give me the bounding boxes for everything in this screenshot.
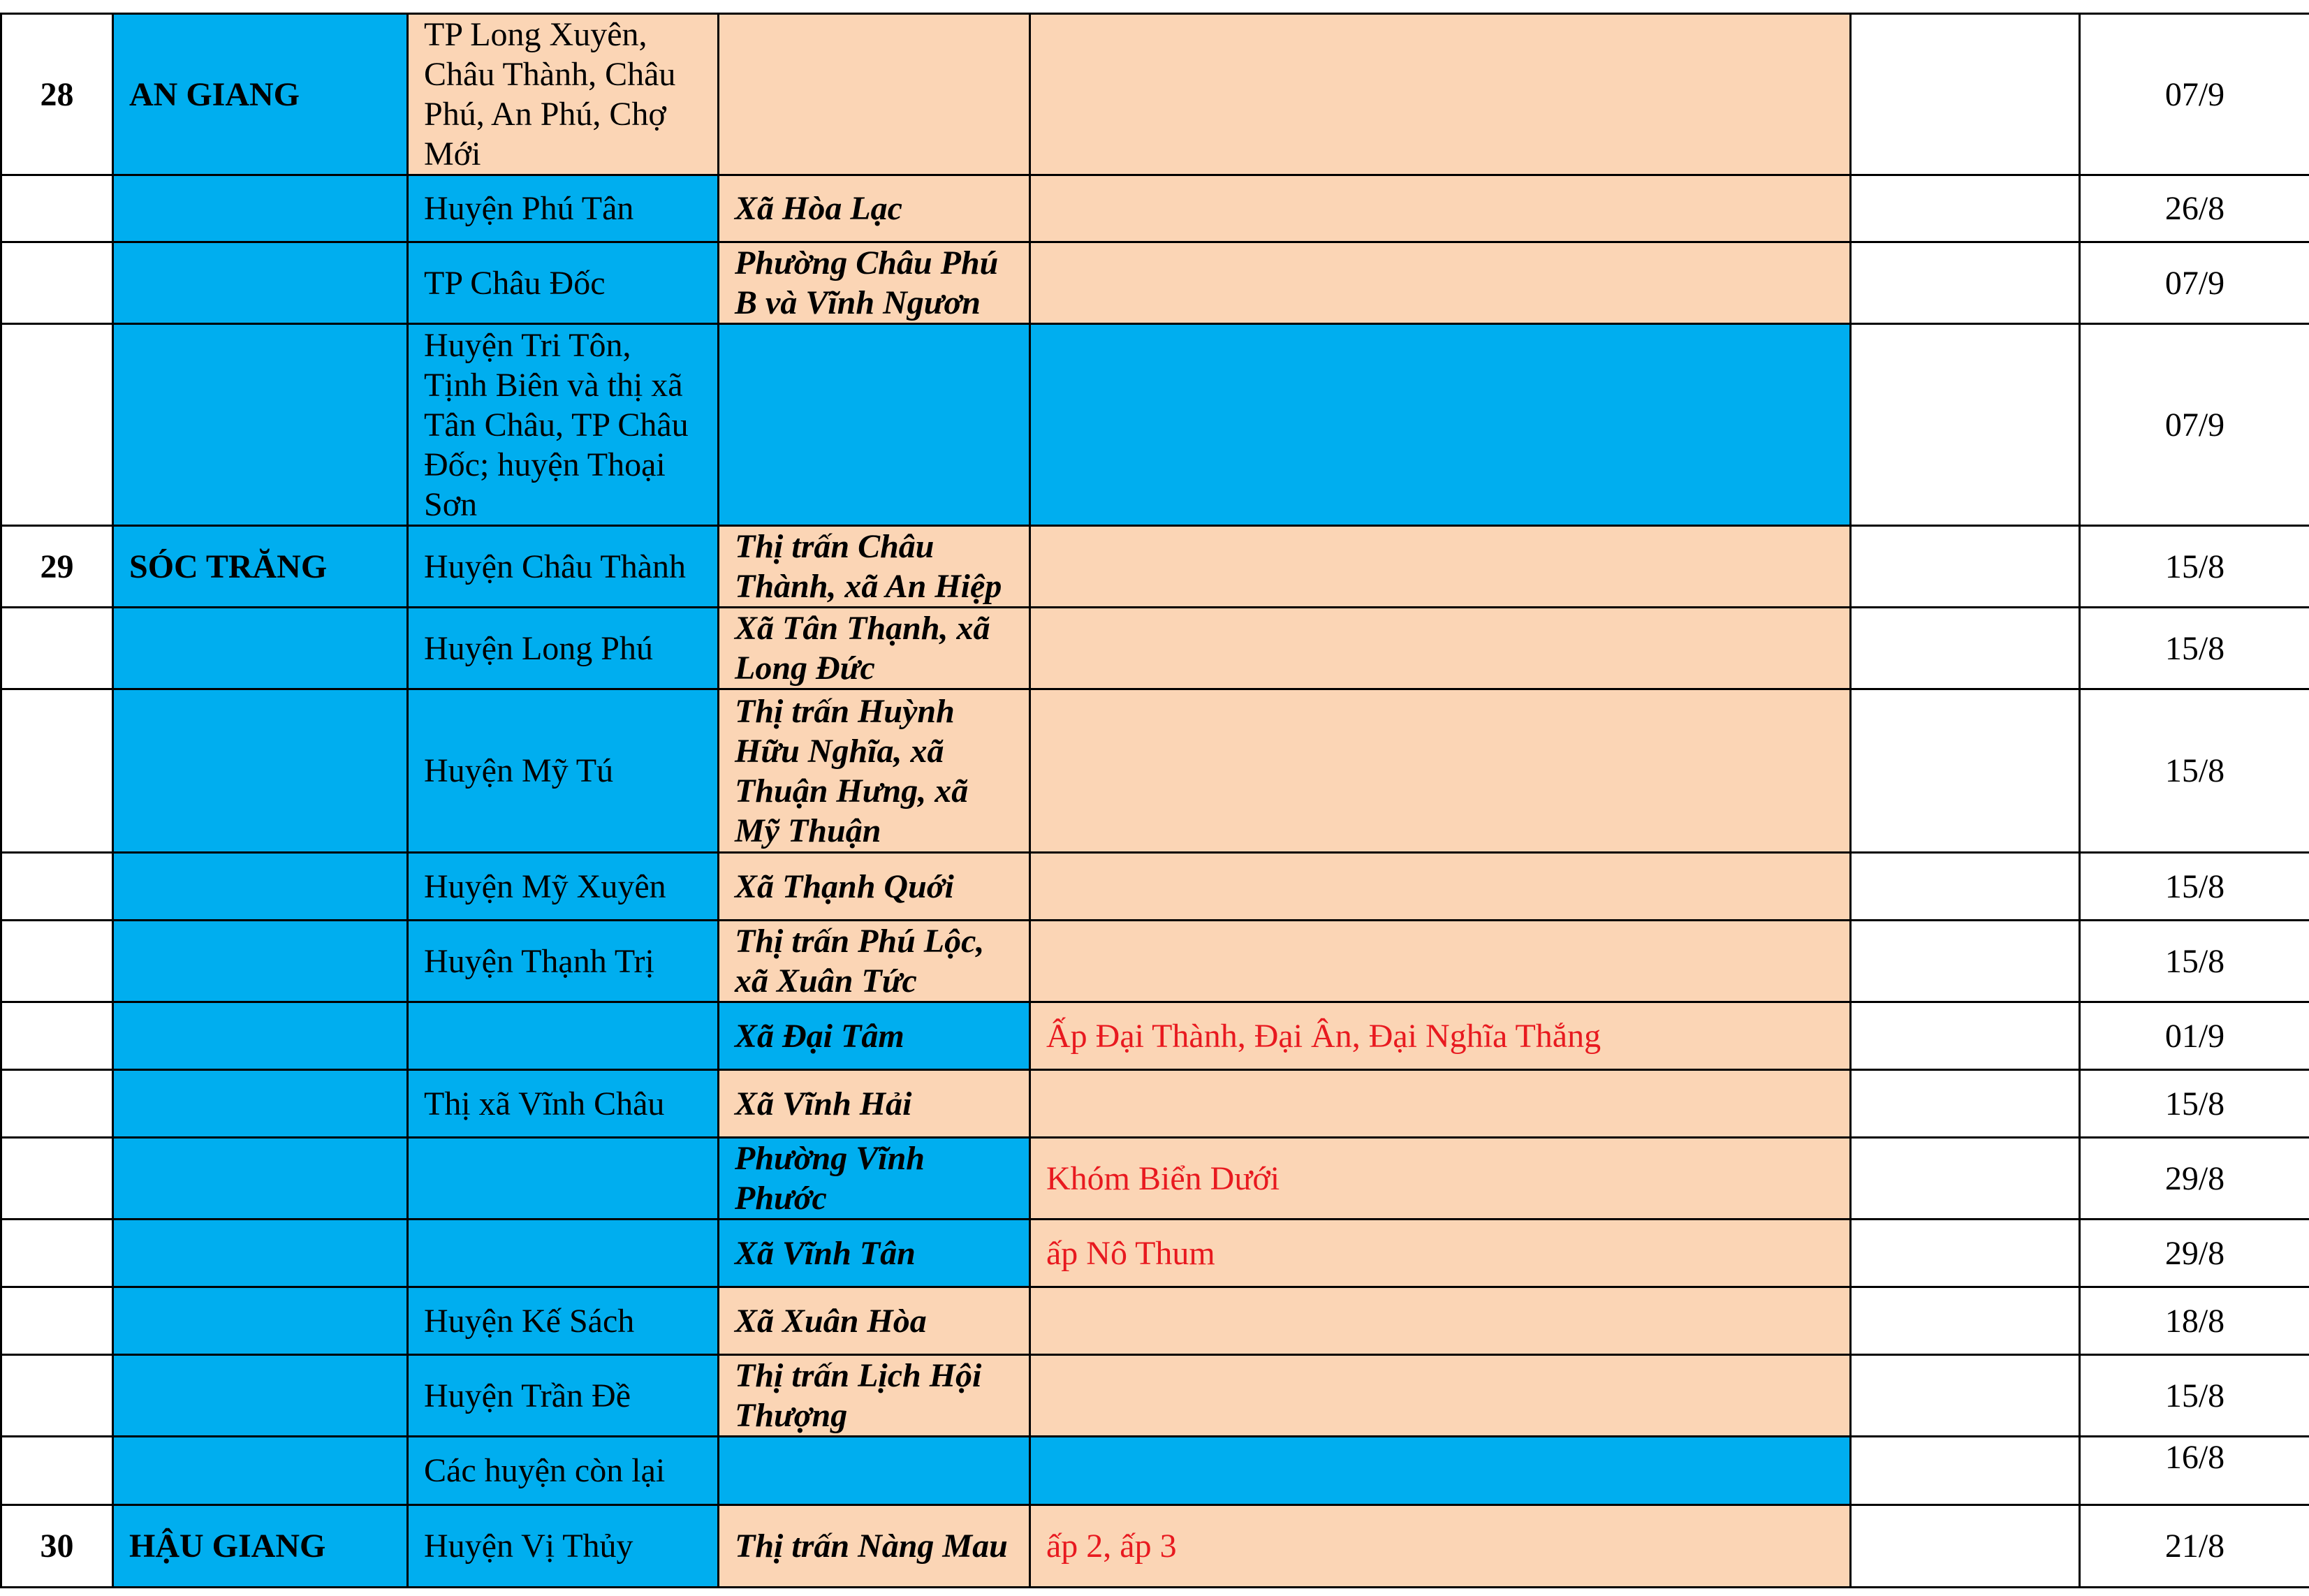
row-number (1, 1070, 113, 1138)
commune-cell: Xã Xuân Hòa (719, 1287, 1030, 1355)
province-cell: AN GIANG (113, 14, 408, 175)
area-cell (1030, 921, 1851, 1002)
empty-cell (1851, 921, 2080, 1002)
empty-cell (1851, 1505, 2080, 1588)
table-row (1, 14, 2309, 175)
district-cell (408, 1138, 719, 1220)
district-cell: Huyện Châu Thành (408, 526, 719, 608)
district-cell: Thị xã Vĩnh Châu (408, 1070, 719, 1138)
table-row (1, 242, 2309, 324)
commune-cell: Thị trấn Lịch Hội Thượng (719, 1355, 1030, 1437)
province-cell: SÓC TRĂNG (113, 526, 408, 608)
table-row (1, 1355, 2309, 1437)
row-number (1, 1220, 113, 1287)
commune-cell: Thị trấn Châu Thành, xã An Hiệp (719, 526, 1030, 608)
area-cell (1030, 689, 1851, 853)
table-row (1, 608, 2309, 689)
area-cell: Khóm Biển Dưới (1030, 1138, 1851, 1220)
district-cell (408, 1220, 719, 1287)
date-cell: 29/8 (2080, 1220, 2309, 1287)
date-cell: 16/8 (2080, 1437, 2309, 1505)
empty-cell (1851, 175, 2080, 242)
province-cell (113, 1002, 408, 1070)
area-cell (1030, 14, 1851, 175)
table-row (1, 689, 2309, 853)
date-cell: 15/8 (2080, 689, 2309, 853)
commune-cell: Phường Vĩnh Phước (719, 1138, 1030, 1220)
area-cell (1030, 242, 1851, 324)
empty-cell (1851, 1220, 2080, 1287)
date-cell: 26/8 (2080, 175, 2309, 242)
row-number (1, 175, 113, 242)
commune-cell: Phường Châu Phú B và Vĩnh Ngươn (719, 242, 1030, 324)
district-cell: TP Châu Đốc (408, 242, 719, 324)
empty-cell (1851, 1437, 2080, 1505)
date-cell: 07/9 (2080, 242, 2309, 324)
province-cell (113, 242, 408, 324)
area-cell (1030, 526, 1851, 608)
empty-cell (1851, 14, 2080, 175)
province-cell (113, 175, 408, 242)
district-cell: Huyện Thạnh Trị (408, 921, 719, 1002)
commune-cell: Xã Thạnh Quới (719, 853, 1030, 921)
district-cell: Huyện Tri Tôn, Tịnh Biên và thị xã Tân Châu, TP Châu Đốc; huyện Thoại Sơn (408, 324, 719, 526)
district-cell: Huyện Kế Sách (408, 1287, 719, 1355)
province-cell (113, 608, 408, 689)
date-cell: 15/8 (2080, 526, 2309, 608)
date-cell: 01/9 (2080, 1002, 2309, 1070)
commune-cell (719, 14, 1030, 175)
commune-cell: Thị trấn Nàng Mau (719, 1505, 1030, 1588)
date-cell: 15/8 (2080, 921, 2309, 1002)
district-cell: Huyện Vị Thủy (408, 1505, 719, 1588)
row-number (1, 608, 113, 689)
row-number: 30 (1, 1505, 113, 1588)
commune-cell: Xã Hòa Lạc (719, 175, 1030, 242)
area-cell (1030, 608, 1851, 689)
date-cell: 15/8 (2080, 1355, 2309, 1437)
area-cell: Ấp Đại Thành, Đại Ân, Đại Nghĩa Thắng (1030, 1002, 1851, 1070)
row-number (1, 1002, 113, 1070)
district-cell: Huyện Trần Đề (408, 1355, 719, 1437)
row-number (1, 921, 113, 1002)
empty-cell (1851, 1138, 2080, 1220)
province-cell (113, 1070, 408, 1138)
province-cell (113, 1355, 408, 1437)
empty-cell (1851, 1355, 2080, 1437)
commune-cell: Thị trấn Phú Lộc, xã Xuân Tức (719, 921, 1030, 1002)
row-number (1, 853, 113, 921)
date-cell: 15/8 (2080, 608, 2309, 689)
province-cell (113, 1220, 408, 1287)
row-number (1, 324, 113, 526)
table-row (1, 1002, 2309, 1070)
row-number (1, 1138, 113, 1220)
date-cell: 07/9 (2080, 14, 2309, 175)
district-cell (408, 1002, 719, 1070)
date-cell: 18/8 (2080, 1287, 2309, 1355)
table-row (1, 1505, 2309, 1588)
empty-cell (1851, 1002, 2080, 1070)
commune-cell: Xã Tân Thạnh, xã Long Đức (719, 608, 1030, 689)
table-row (1, 853, 2309, 921)
date-cell: 29/8 (2080, 1138, 2309, 1220)
area-cell (1030, 175, 1851, 242)
province-cell (113, 1287, 408, 1355)
district-cell: Huyện Mỹ Xuyên (408, 853, 719, 921)
row-number (1, 1437, 113, 1505)
province-cell (113, 324, 408, 526)
area-cell (1030, 853, 1851, 921)
row-number: 29 (1, 526, 113, 608)
province-cell (113, 853, 408, 921)
date-cell: 07/9 (2080, 324, 2309, 526)
table-row (1, 1070, 2309, 1138)
date-cell: 21/8 (2080, 1505, 2309, 1588)
empty-cell (1851, 242, 2080, 324)
empty-cell (1851, 853, 2080, 921)
empty-cell (1851, 689, 2080, 853)
area-cell (1030, 324, 1851, 526)
province-cell (113, 1138, 408, 1220)
row-number (1, 1355, 113, 1437)
row-number (1, 689, 113, 853)
province-cell: HẬU GIANG (113, 1505, 408, 1588)
date-cell: 15/8 (2080, 1070, 2309, 1138)
table-row (1, 324, 2309, 526)
empty-cell (1851, 1287, 2080, 1355)
empty-cell (1851, 608, 2080, 689)
empty-cell (1851, 526, 2080, 608)
commune-cell: Xã Đại Tâm (719, 1002, 1030, 1070)
restriction-table (0, 13, 2309, 1588)
province-cell (113, 921, 408, 1002)
table-row (1, 921, 2309, 1002)
district-cell: Huyện Mỹ Tú (408, 689, 719, 853)
table-row (1, 1437, 2309, 1505)
empty-cell (1851, 1070, 2080, 1138)
row-number: 28 (1, 14, 113, 175)
area-cell (1030, 1355, 1851, 1437)
commune-cell (719, 1437, 1030, 1505)
table-row (1, 526, 2309, 608)
commune-cell: Xã Vĩnh Tân (719, 1220, 1030, 1287)
area-cell (1030, 1437, 1851, 1505)
area-cell: ấp Nô Thum (1030, 1220, 1851, 1287)
district-cell: TP Long Xuyên, Châu Thành, Châu Phú, An Phú, Chợ Mới (408, 14, 719, 175)
empty-cell (1851, 324, 2080, 526)
province-cell (113, 689, 408, 853)
district-cell: Các huyện còn lại (408, 1437, 719, 1505)
table-row (1, 175, 2309, 242)
area-cell: ấp 2, ấp 3 (1030, 1505, 1851, 1588)
row-number (1, 242, 113, 324)
table-row (1, 1287, 2309, 1355)
table-row (1, 1138, 2309, 1220)
commune-cell (719, 324, 1030, 526)
date-cell: 15/8 (2080, 853, 2309, 921)
row-number (1, 1287, 113, 1355)
commune-cell: Xã Vĩnh Hải (719, 1070, 1030, 1138)
district-cell: Huyện Phú Tân (408, 175, 719, 242)
area-cell (1030, 1287, 1851, 1355)
table-row (1, 1220, 2309, 1287)
commune-cell: Thị trấn Huỳnh Hữu Nghĩa, xã Thuận Hưng, xã Mỹ Thuận (719, 689, 1030, 853)
area-cell (1030, 1070, 1851, 1138)
province-cell (113, 1437, 408, 1505)
district-cell: Huyện Long Phú (408, 608, 719, 689)
